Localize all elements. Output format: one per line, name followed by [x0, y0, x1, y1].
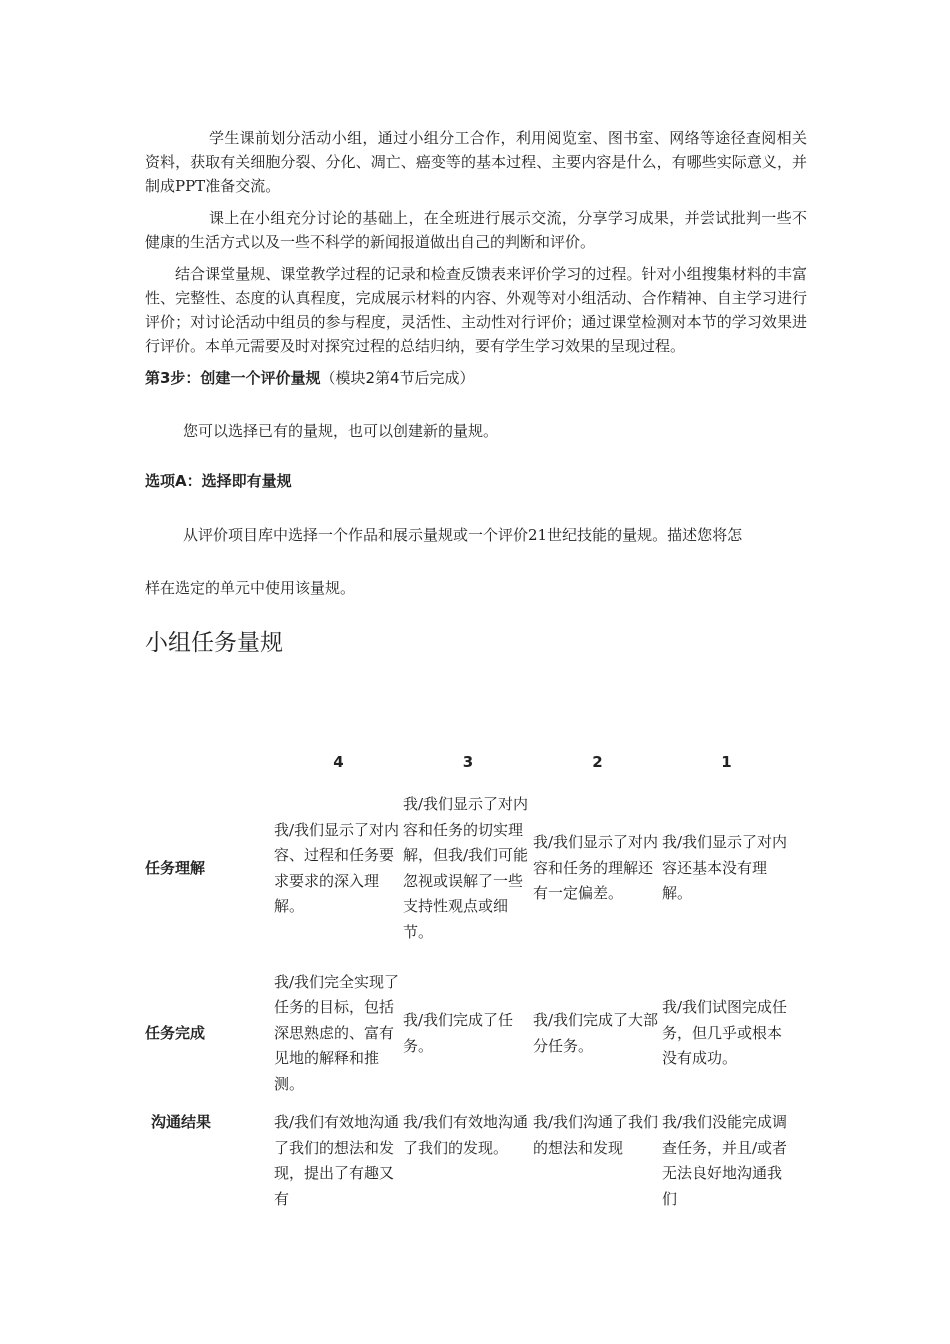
score-header-1: 1 [721, 753, 732, 772]
rubric-cell: 我/我们显示了对内容、过程和任务要求要求的深入理解。 [274, 820, 400, 915]
rubric-row-communication [145, 1108, 791, 1212]
rubric-cell: 我/我们没能完成调查任务，并且/或者无法良好地沟通我们 [662, 1113, 788, 1208]
option-a-description-line2: 样在选定的单元中使用该量规。 [145, 579, 356, 597]
option-a-description-line1: 从评价项目库中选择一个作品和展示量规或一个评价21世纪技能的量规。描述您将怎 [183, 526, 743, 544]
rubric-corner-cell [145, 748, 274, 778]
rubric-cell: 我/我们试图完成任务，但几乎或根本没有成功。 [662, 998, 788, 1068]
rubric-cell: 我/我们显示了对内容和任务的切实理解，但我/我们可能忽视或误解了一些支持性观点或细节。 [403, 795, 529, 941]
rubric-cell: 我/我们沟通了我们的想法和发现 [533, 1113, 659, 1157]
choose-rubric-text: 您可以选择已有的量规，也可以创建新的量规。 [183, 422, 499, 440]
step-3-note: （模块2第4节后完成） [320, 369, 475, 387]
rubric-cell: 我/我们完全实现了任务的目标，包括深思熟虑的、富有见地的解释和推测。 [274, 972, 400, 1093]
paragraph-class-discussion: 课上在小组充分讨论的基础上，在全班进行展示交流，分享学习成果，并尝试批判一些不健康的生活方式以及一些不科学的新闻报道做出自己的判断和评价。 [145, 209, 807, 251]
paragraph-group-activity: 学生课前划分活动小组，通过小组分工合作，利用阅览室、图书室、网络等途径查阅相关资料，获取有关细胞分裂、分化、凋亡、癌变等的基本过程、主要内容是什么，有哪些实际意义，并制成PPT准备交流。 [145, 129, 807, 195]
score-header-4: 4 [333, 753, 344, 772]
rubric-cell: 我/我们有效地沟通了我们的想法和发现，提出了有趣又有 [274, 1113, 400, 1208]
score-header-3: 3 [462, 753, 474, 772]
rubric-cell: 我/我们显示了对内容和任务的理解还有一定偏差。 [533, 833, 659, 903]
rubric-title: 小组任务量规 [145, 630, 283, 656]
step-3-heading [145, 366, 807, 390]
paragraph-evaluation: 结合课堂量规、课堂教学过程的记录和检查反馈表来评价学习的过程。针对小组搜集材料的丰富性、完整性、态度的认真程度，完成展示材料的内容、外观等对小组活动、合作精神、自主学习进行评价；对讨论活动中组员的参与程度，灵活性、主动性对行评价；通过课堂检测对本节的学习效果进行评价。本单元需要及时对探究过程的总结归纳，要有学生学习效果的呈现过程。 [145, 265, 807, 355]
rubric-cell: 我/我们完成了大部分任务。 [533, 1011, 659, 1055]
document-body [145, 126, 807, 659]
rubric-row-task-completion [145, 959, 791, 1108]
row-label-task-understanding: 任务理解 [145, 858, 206, 877]
rubric-row-task-understanding [145, 778, 791, 959]
rubric-header-row [145, 748, 791, 778]
step-3-title: 第3步：创建一个评价量规 [145, 369, 321, 387]
rubric-cell: 我/我们有效地沟通了我们的发现。 [403, 1113, 529, 1157]
row-label-communication: 沟通结果 [151, 1113, 212, 1131]
rubric-cell: 我/我们完成了任务。 [403, 1011, 514, 1055]
rubric-table [145, 748, 791, 1212]
rubric-cell: 我/我们显示了对内容还基本没有理解。 [662, 833, 788, 903]
option-a-heading: 选项A：选择即有量规 [145, 472, 292, 490]
row-label-task-completion: 任务完成 [145, 1023, 206, 1042]
score-header-2: 2 [592, 753, 603, 772]
